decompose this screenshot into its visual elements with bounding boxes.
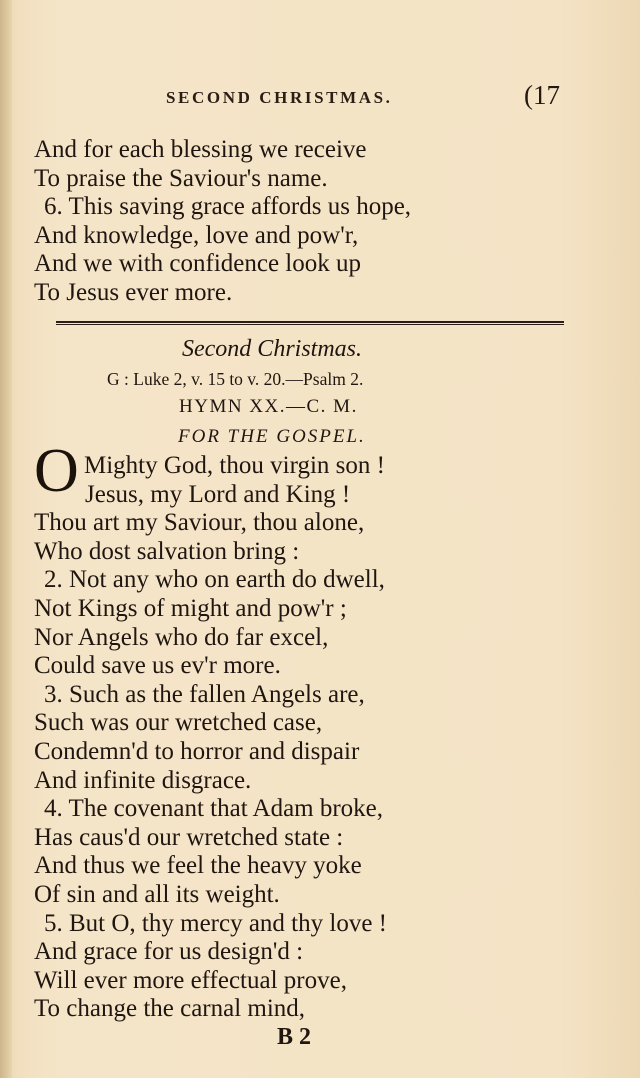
verse-line: And grace for us design'd :: [34, 938, 304, 966]
verse-line: And for each blessing we receive: [34, 136, 367, 163]
scripture-reference: G : Luke 2, v. 15 to v. 20.—Psalm 2.: [107, 369, 364, 389]
drop-cap: O: [34, 437, 79, 505]
verse-line: And we with confidence look up: [34, 250, 362, 278]
verse-line: 3. Such as the fallen Angels are,: [44, 680, 365, 708]
verse-line: Not Kings of might and pow'r ;: [34, 594, 347, 622]
verse-line: Could save us ev'r more.: [34, 652, 281, 680]
section-divider: [56, 321, 564, 325]
section-title: Second Christmas.: [182, 336, 362, 362]
page-number: (17: [524, 80, 560, 110]
verse-line: Who dost salvation bring :: [34, 537, 300, 565]
hymn-number: HYMN XX.—C. M.: [179, 396, 358, 417]
hymn-subject: FOR THE GOSPEL.: [178, 426, 366, 447]
verse-line: 4. The covenant that Adam broke,: [44, 795, 384, 823]
verse-line: Has caus'd our wretched state :: [34, 823, 344, 851]
verse-line: Thou art my Saviour, thou alone,: [34, 509, 365, 537]
running-title: SECOND CHRISTMAS.: [166, 88, 393, 107]
verse-line: And knowledge, love and pow'r,: [34, 221, 359, 249]
verse-line: And thus we feel the heavy yoke: [34, 852, 362, 880]
hymn-text: [34, 452, 594, 1024]
page-header: [0, 80, 640, 114]
verse-line: 6. This saving grace affords us hope,: [44, 193, 412, 221]
verse-line: Such was our wretched case,: [34, 709, 323, 737]
verse-line: Mighty God, thou virgin son !: [84, 452, 385, 479]
verse-line: To change the carnal mind,: [34, 995, 306, 1023]
verse-line: To Jesus ever more.: [34, 278, 233, 306]
verse-line: Nor Angels who do far excel,: [34, 623, 329, 651]
continuation-stanza: [34, 136, 594, 308]
page-gutter: [0, 0, 12, 1078]
signature-mark: B 2: [277, 1024, 312, 1050]
verse-line: Of sin and all its weight.: [34, 880, 280, 908]
verse-line: Jesus, my Lord and King !: [85, 480, 351, 508]
verse-line: 5. But O, thy mercy and thy love !: [44, 909, 387, 937]
verse-line: And infinite disgrace.: [34, 766, 252, 794]
verse-line: 2. Not any who on earth do dwell,: [44, 566, 385, 594]
verse-line: Will ever more effectual prove,: [34, 966, 347, 994]
verse-line: To praise the Saviour's name.: [34, 164, 328, 192]
verse-line: Condemn'd to horror and dispair: [34, 737, 360, 765]
